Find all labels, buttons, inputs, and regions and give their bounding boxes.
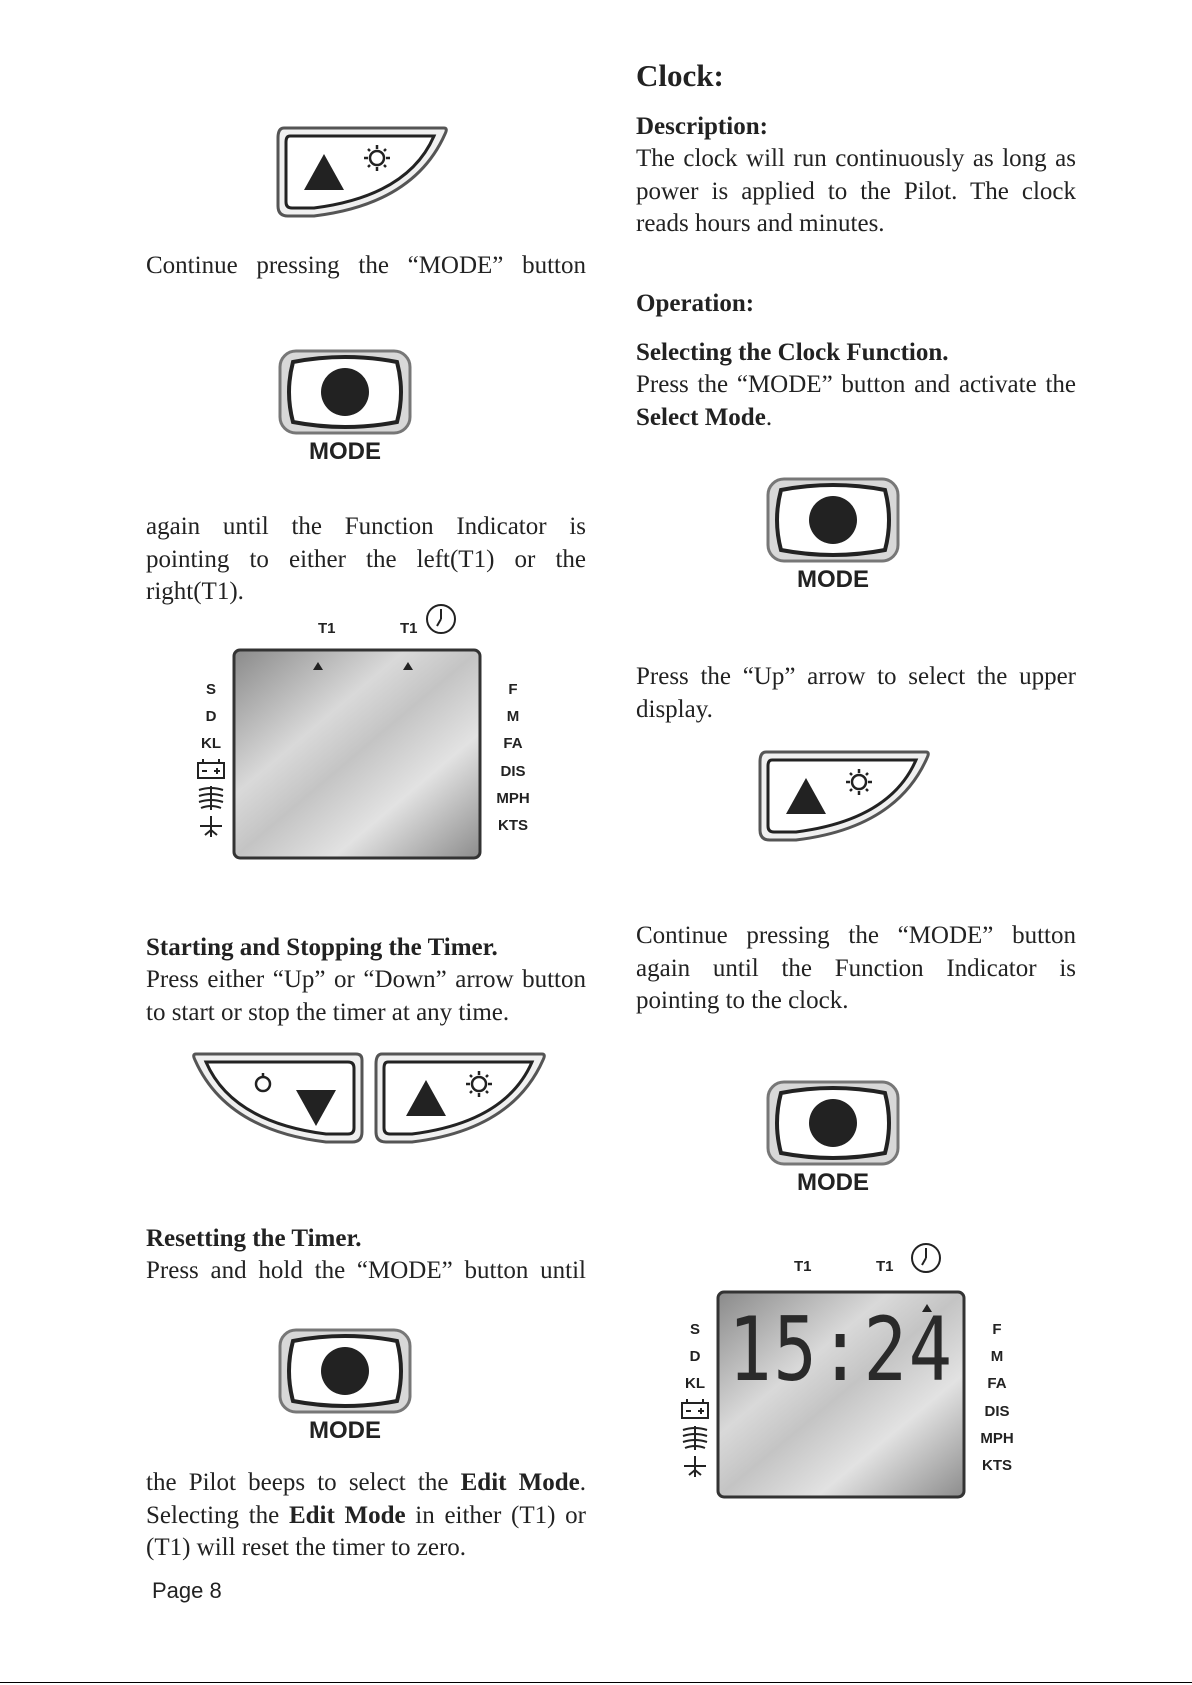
wind-icon — [683, 1426, 707, 1450]
mode-label: MODE — [797, 1169, 869, 1196]
label-mph: MPH — [980, 1430, 1014, 1447]
right-continue-paragraph: Continue pressing the “MODE” button again until the Function Indicator is pointing to the clock. — [636, 922, 1076, 1014]
label-s: S — [689, 1321, 701, 1338]
up-arrow-button-image — [756, 748, 932, 844]
reset-paragraph-2: the Pilot beeps to select the Edit Mode. Selecting the Edit Mode in either (T1) or (T1) will reset the timer to zero. — [146, 1469, 586, 1561]
reset-paragraph-1: Press and hold the “MODE” button until — [146, 1257, 586, 1284]
lcd-display-timer — [190, 600, 550, 862]
start-stop-heading: Starting and Stopping the Timer. — [146, 934, 498, 961]
label-d: D — [689, 1348, 701, 1365]
wind-icon — [199, 786, 223, 810]
t1-left-label: T1 — [318, 620, 336, 637]
depth-icon — [684, 1456, 706, 1477]
label-kts: KTS — [982, 1457, 1012, 1474]
depth-icon — [200, 816, 222, 837]
mode-label: MODE — [309, 438, 381, 465]
label-dis: DIS — [500, 763, 526, 780]
mode-label: MODE — [797, 566, 869, 593]
description-paragraph: The clock will run continuously as long as power is applied to the Pilot. The clock reads hours and minutes. — [636, 145, 1076, 237]
label-f: F — [992, 1321, 1002, 1338]
mode-dot-icon — [321, 1347, 369, 1395]
t1-right-label: T1 — [400, 620, 418, 637]
page-bottom-rule — [0, 1682, 1192, 1683]
battery-icon — [198, 759, 224, 778]
mode-label: MODE — [309, 1417, 381, 1444]
down-up-buttons-image — [190, 1050, 552, 1146]
clock-reading: 15:24 — [728, 1297, 954, 1401]
label-d: D — [205, 708, 217, 725]
label-kts: KTS — [498, 817, 528, 834]
mode-dot-icon — [809, 1099, 857, 1147]
selecting-paragraph: Press the “MODE” button and activate the Select Mode. — [636, 371, 1076, 431]
t1-left-label: T1 — [794, 1258, 812, 1275]
label-m: M — [990, 1348, 1004, 1365]
label-m: M — [506, 708, 520, 725]
label-fa: FA — [503, 735, 523, 752]
label-kl: KL — [685, 1375, 705, 1392]
lcd-display-clock — [674, 1240, 1034, 1502]
left-continue-paragraph: Continue pressing the “MODE” button — [146, 252, 586, 279]
mode-button-image — [765, 476, 901, 594]
label-mph: MPH — [496, 790, 530, 807]
clock-icon — [427, 605, 455, 633]
selecting-heading: Selecting the Clock Function. — [636, 339, 949, 366]
battery-icon — [682, 1399, 708, 1418]
operation-heading: Operation: — [636, 290, 755, 317]
label-dis: DIS — [984, 1403, 1010, 1420]
label-fa: FA — [987, 1375, 1007, 1392]
description-heading: Description: — [636, 113, 768, 140]
mode-button-image — [277, 1327, 413, 1445]
label-s: S — [205, 681, 217, 698]
up-arrow-paragraph: Press the “Up” arrow to select the upper display. — [636, 663, 1076, 723]
label-kl: KL — [201, 735, 221, 752]
mode-dot-icon — [321, 368, 369, 416]
left-again-paragraph: again until the Function Indicator is pointing to either the left(T1) or the right(T1). — [146, 513, 586, 605]
t1-right-label: T1 — [876, 1258, 894, 1275]
mode-button-image — [765, 1079, 901, 1197]
clock-title: Clock: — [636, 58, 724, 93]
reset-heading: Resetting the Timer. — [146, 1225, 362, 1252]
mode-dot-icon — [809, 496, 857, 544]
start-stop-paragraph: Press either “Up” or “Down” arrow button to start or stop the timer at any time. — [146, 966, 586, 1026]
mode-button-image — [277, 348, 413, 466]
up-arrow-button-image — [274, 124, 450, 220]
page-number: Page 8 — [152, 1578, 222, 1603]
label-f: F — [508, 681, 518, 698]
clock-icon — [912, 1244, 940, 1272]
